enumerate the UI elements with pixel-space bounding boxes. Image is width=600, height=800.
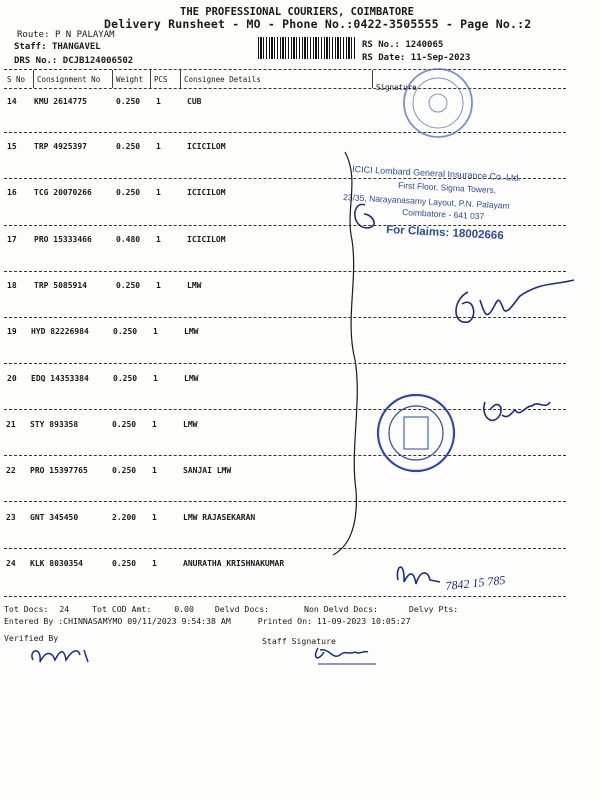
stamp-line-2: First Floor, Sigma Towers, bbox=[397, 180, 497, 196]
col-header-consignment: Consignment No bbox=[37, 75, 101, 84]
verified-by-label: Verified By bbox=[4, 633, 59, 643]
col-header-pcs: PCS bbox=[154, 75, 168, 84]
rs-date-value: 11-Sep-2023 bbox=[410, 53, 471, 63]
row-sno: 21 bbox=[6, 420, 16, 429]
row-consignee: ICICILOM bbox=[187, 188, 226, 197]
runsheet-title: Delivery Runsheet - MO - Phone No.:0422-3505555 - Page No.:2 bbox=[104, 17, 532, 31]
lombard-stamp bbox=[343, 164, 521, 242]
printed-on-value: 11-09-2023 10:05:27 bbox=[316, 616, 411, 626]
row-consignee: ANURATHA KRISHNAKUMAR bbox=[183, 559, 285, 568]
rs-no-value: 1240065 bbox=[405, 40, 444, 50]
row-pcs: 1 bbox=[152, 466, 157, 475]
row-pcs: 1 bbox=[153, 327, 158, 336]
row-weight: 0.250 bbox=[112, 466, 137, 475]
row-sno: 17 bbox=[7, 235, 17, 244]
row-pcs: 1 bbox=[156, 188, 161, 197]
row-pcs: 1 bbox=[156, 235, 161, 244]
row-sno: 24 bbox=[6, 559, 16, 568]
row-consignment: EDQ 14353384 bbox=[31, 374, 89, 383]
row-consignee: LMW bbox=[183, 420, 198, 429]
row-weight: 0.250 bbox=[113, 374, 138, 383]
signature-row-24 bbox=[397, 567, 440, 584]
printed-on-label: Printed On: bbox=[257, 616, 312, 626]
row-24-handwritten-note: 7842 15 785 bbox=[444, 572, 506, 593]
row-pcs: 1 bbox=[152, 513, 157, 522]
row-consignee: LMW bbox=[184, 374, 199, 383]
stamp-line-4: Coimbatore - 641 037 bbox=[401, 207, 485, 222]
row-consignment: KLK 8030354 bbox=[30, 559, 83, 568]
col-header-signature: Signature bbox=[376, 83, 417, 92]
footer-totals bbox=[4, 604, 458, 614]
row-weight: 0.250 bbox=[116, 188, 141, 197]
col-header-consignee: Consignee Details bbox=[184, 75, 261, 84]
row-pcs: 1 bbox=[156, 142, 161, 151]
row-consignee: CUB bbox=[187, 97, 202, 106]
row-consignee: SANJAI LMW bbox=[183, 466, 232, 475]
entered-by-value: CHINNASAMYMO 09/11/2023 9:54:38 AM bbox=[63, 616, 231, 626]
col-header-weight: Weight bbox=[116, 75, 144, 84]
footer-entered bbox=[4, 616, 411, 626]
row-consignment: STY 893358 bbox=[30, 420, 79, 429]
row-sno: 18 bbox=[7, 281, 17, 290]
delvy-pts-label: Delvy Pts: bbox=[408, 604, 459, 614]
row-pcs: 1 bbox=[156, 97, 161, 106]
verified-by-signature bbox=[32, 650, 88, 662]
row-weight: 0.250 bbox=[116, 281, 141, 290]
row-weight: 0.250 bbox=[113, 327, 138, 336]
staff-label: Staff: bbox=[14, 42, 47, 52]
signature-row-18 bbox=[456, 280, 574, 322]
row-pcs: 1 bbox=[152, 559, 157, 568]
drs-label: DRS No.: bbox=[14, 56, 58, 66]
row-consignment: PRO 15397765 bbox=[30, 466, 88, 475]
row-consignment: PRO 15333466 bbox=[34, 235, 92, 244]
row-consignee: ICICILOM bbox=[187, 142, 226, 151]
row-weight: 0.480 bbox=[116, 235, 141, 244]
row-weight: 0.250 bbox=[112, 420, 137, 429]
row-weight: 0.250 bbox=[112, 559, 137, 568]
bracket-line bbox=[333, 152, 357, 555]
rs-no-label: RS No.: bbox=[362, 40, 400, 50]
row-sno: 16 bbox=[7, 188, 17, 197]
route-value: P N PALAYAM bbox=[54, 30, 115, 40]
row-consignment: TRP 4925397 bbox=[34, 142, 87, 151]
row-consignee: LMW bbox=[184, 327, 199, 336]
tot-docs-label: Tot Docs: bbox=[4, 604, 49, 614]
rs-date-label: RS Date: bbox=[362, 53, 406, 63]
delvd-docs-label: Delvd Docs: bbox=[214, 604, 270, 614]
row-pcs: 1 bbox=[156, 281, 161, 290]
round-stamp-top bbox=[404, 69, 472, 137]
row-consignee: ICICILOM bbox=[187, 235, 226, 244]
row-sno: 14 bbox=[7, 97, 17, 106]
row-sno: 23 bbox=[6, 513, 16, 522]
row-consignment: GNT 345450 bbox=[30, 513, 79, 522]
staff-signature-label: Staff Signature bbox=[262, 636, 336, 646]
row-sno: 22 bbox=[6, 466, 16, 475]
stamp-line-5: For Claims: 18002666 bbox=[385, 224, 504, 243]
route-label: Route: bbox=[17, 30, 50, 40]
staff-signature-handwritten bbox=[316, 648, 368, 658]
entered-by-label: Entered By : bbox=[4, 616, 64, 626]
row-sno: 20 bbox=[7, 374, 17, 383]
row-consignment: HYD 82226984 bbox=[31, 327, 89, 336]
row-consignee: LMW RAJASEKARAN bbox=[183, 513, 256, 522]
round-stamp-lmw bbox=[378, 395, 454, 471]
tot-cod-label: Tot COD Amt: bbox=[92, 604, 152, 614]
non-delvd-docs-label: Non Delvd Docs: bbox=[304, 604, 378, 614]
signature-row-20 bbox=[484, 402, 550, 420]
row-sno: 15 bbox=[7, 142, 17, 151]
tot-cod-value: 0.00 bbox=[174, 604, 194, 614]
row-consignment: TCG 20070266 bbox=[34, 188, 92, 197]
row-consignment: KMU 2614775 bbox=[34, 97, 87, 106]
row-consignment: TRP 5085914 bbox=[34, 281, 87, 290]
company-title: THE PROFESSIONAL COURIERS, COIMBATORE bbox=[180, 6, 414, 18]
row-weight: 2.200 bbox=[112, 513, 137, 522]
stamp-line-3: 23/35, Narayanasamy Layout, P.N. Palayam bbox=[342, 192, 510, 211]
lombard-initials-signature bbox=[355, 204, 374, 228]
col-header-sno: S No bbox=[7, 75, 26, 84]
row-weight: 0.250 bbox=[116, 142, 141, 151]
row-sno: 19 bbox=[7, 327, 17, 336]
row-pcs: 1 bbox=[152, 420, 157, 429]
staff-value: THANGAVEL bbox=[51, 42, 101, 52]
row-consignee: LMW bbox=[187, 281, 202, 290]
stamp-line-1: ICICI Lombard General Insurance Co. Ltd. bbox=[351, 164, 522, 183]
row-pcs: 1 bbox=[153, 374, 158, 383]
tot-docs-value: 24 bbox=[59, 604, 70, 614]
drs-value: DCJB124006502 bbox=[62, 56, 134, 66]
row-weight: 0.250 bbox=[116, 97, 141, 106]
